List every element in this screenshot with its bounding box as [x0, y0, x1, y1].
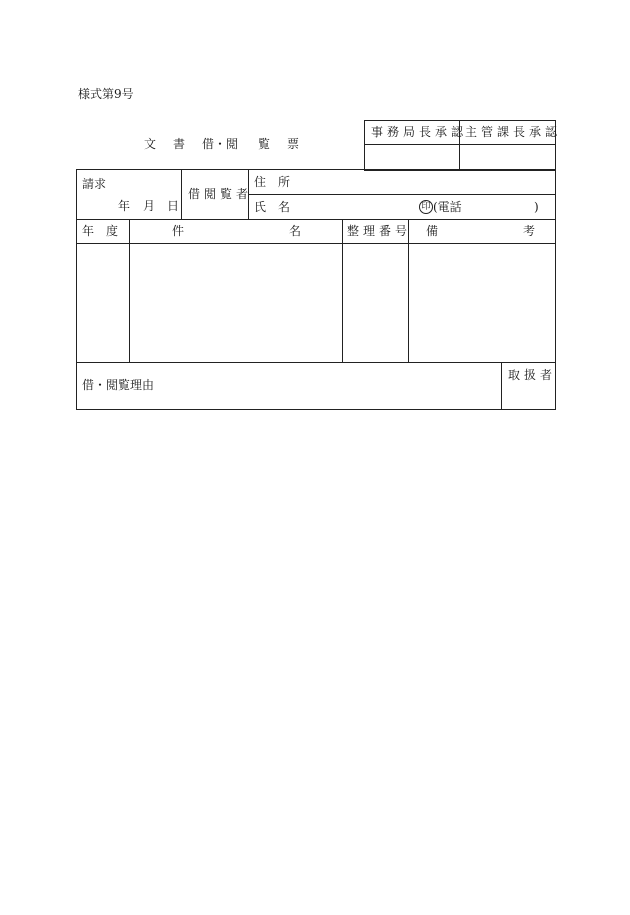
subject-header-first: 件: [172, 224, 185, 238]
seal-mark: 印: [419, 200, 433, 214]
phone-field[interactable]: [470, 195, 532, 218]
borrower-label: 借閲覧者: [188, 187, 253, 201]
fiscal-year-cell[interactable]: [77, 244, 129, 362]
office-head-approval-label: 事務局長承認: [371, 125, 468, 139]
office-head-stamp-field[interactable]: [365, 145, 459, 169]
fiscal-year-header: 年 度: [82, 224, 119, 238]
remarks-header-first: 備: [426, 224, 439, 238]
request-label: 請求: [82, 177, 107, 191]
row-divider: [76, 219, 555, 220]
request-date-field[interactable]: [77, 194, 181, 218]
reference-no-cell[interactable]: [343, 244, 408, 362]
title-char: 借・閲: [202, 137, 239, 151]
title-char: 覧: [258, 137, 271, 151]
reference-no-header: 整理番号: [347, 224, 412, 238]
title-char: 票: [287, 137, 300, 151]
phone-close-paren: ): [534, 200, 539, 214]
col-divider: [181, 169, 182, 219]
subject-cell[interactable]: [130, 244, 342, 362]
request-month-label: 月: [143, 199, 156, 213]
subject-header-second: 名: [289, 224, 302, 238]
reason-field[interactable]: [160, 363, 500, 408]
section-head-approval-label: 主管課長承認: [465, 125, 562, 139]
address-field[interactable]: [300, 170, 554, 194]
title-char: 文: [144, 137, 157, 151]
name-field[interactable]: [300, 195, 415, 218]
handler-stamp-field[interactable]: [502, 384, 554, 408]
request-year-label: 年: [118, 199, 131, 213]
handler-label: 取扱者: [508, 368, 557, 382]
section-head-stamp-field[interactable]: [460, 145, 554, 169]
form-number: 様式第9号: [78, 87, 134, 101]
remarks-cell[interactable]: [409, 244, 554, 362]
phone-label: (電話: [433, 200, 462, 214]
remarks-header-second: 考: [523, 224, 536, 238]
reason-label: 借・閲覧理由: [82, 378, 155, 392]
request-day-label: 日: [167, 199, 180, 213]
address-label: 住 所: [254, 175, 291, 189]
title-char: 書: [173, 137, 186, 151]
name-label: 氏 名: [254, 200, 291, 214]
